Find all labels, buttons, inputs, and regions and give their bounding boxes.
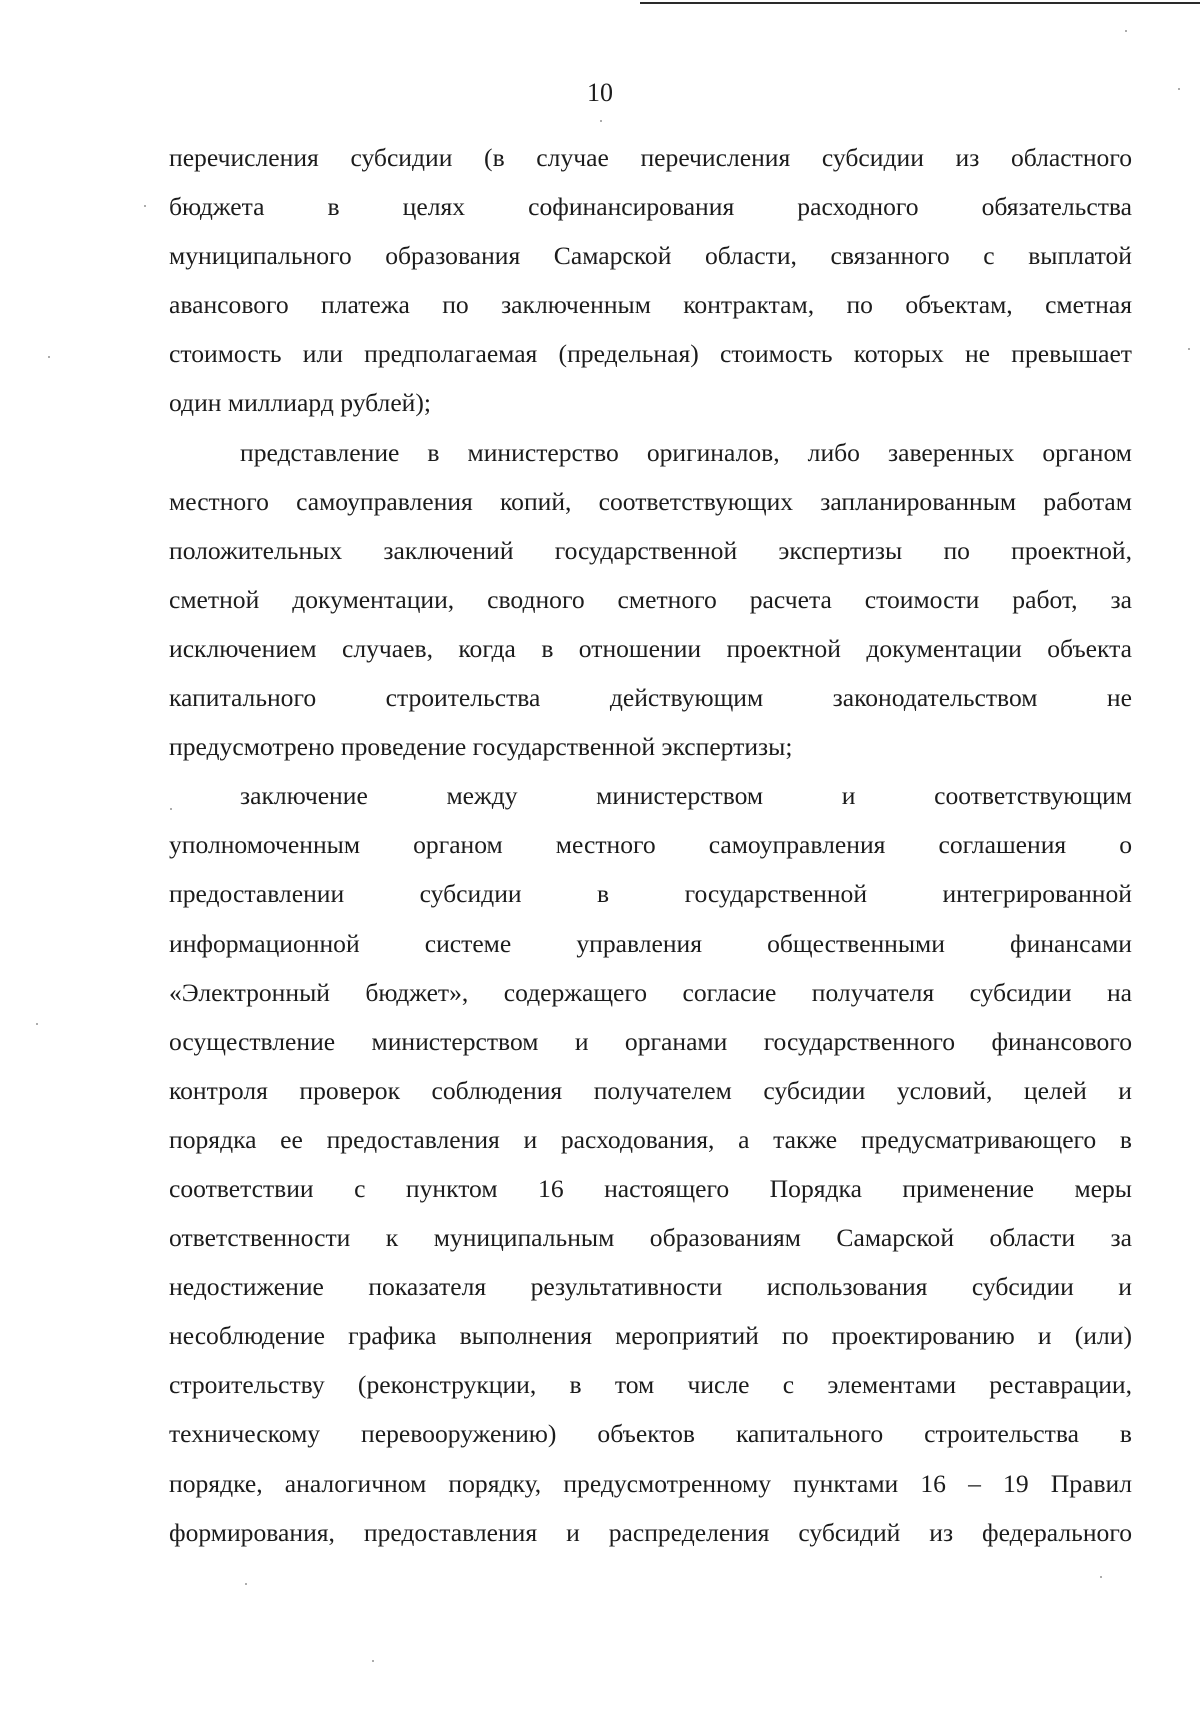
scan-speck (372, 1660, 374, 1662)
text-line: представление в министерство оригиналов, либо заверенных органом (240, 437, 1132, 467)
text-line: порядка ее предоставления и расходования, а также предусматривающего в (169, 1124, 1132, 1154)
text-line: несоблюдение графика выполнения мероприятий по проектированию и (или) (169, 1321, 1132, 1351)
text-line: предусмотрено проведение государственной экспертизы; (169, 732, 793, 762)
text-line: капитального строительства действующим законодательством не (169, 683, 1132, 713)
scan-speck (245, 1583, 247, 1585)
text-line: ответственности к муниципальным образованиям Самарской области за (169, 1223, 1132, 1253)
text-line: местного самоуправления копий, соответствующих запланированным работам (169, 486, 1132, 516)
scan-speck (144, 205, 146, 207)
text-line: недостижение показателя результативности использования субсидии и (169, 1272, 1132, 1302)
scan-speck (600, 120, 602, 122)
text-line: осуществление министерством и органами государственного финансового (169, 1026, 1132, 1056)
scan-speck (1188, 348, 1190, 350)
text-line: «Электронный бюджет», содержащего согласие получателя субсидии на (169, 977, 1132, 1007)
text-line: соответствии с пунктом 16 настоящего Порядка применение меры (169, 1173, 1132, 1203)
text-line: предоставлении субсидии в государственной интегрированной (169, 879, 1132, 909)
paragraph-agreement (169, 771, 1132, 1557)
text-line: один миллиард рублей); (169, 388, 432, 418)
text-line: строительству (реконструкции, в том числе с элементами реставрации, (169, 1370, 1132, 1400)
paragraph-submission (169, 428, 1132, 772)
page-number: 10 (587, 78, 613, 107)
text-line: авансового платежа по заключенным контрактам, по объектам, сметная (169, 290, 1132, 320)
text-line: исключением случаев, когда в отношении проектной документации объекта (169, 633, 1132, 663)
text-line: положительных заключений государственной экспертизы по проектной, (169, 535, 1132, 565)
scan-speck (48, 356, 50, 358)
text-line: порядке, аналогичном порядку, предусмотренному пунктами 16 – 19 Правил (169, 1468, 1132, 1498)
text-line: сметной документации, сводного сметного расчета стоимости работ, за (169, 584, 1132, 614)
scan-speck (1125, 30, 1127, 32)
top-edge-rule (640, 2, 1200, 4)
text-line: муниципального образования Самарской области, связанного с выплатой (169, 241, 1132, 271)
text-line: уполномоченным органом местного самоуправления соглашения о (169, 830, 1132, 860)
text-line: контроля проверок соблюдения получателем субсидии условий, целей и (169, 1075, 1132, 1105)
paragraph-continuation (169, 133, 1132, 428)
document-body (169, 133, 1132, 1557)
scan-speck (1178, 88, 1180, 90)
text-line: бюджета в целях софинансирования расходного обязательства (169, 192, 1132, 222)
scan-speck (36, 1023, 38, 1025)
text-line: заключение между министерством и соответствующим (240, 781, 1132, 811)
text-line: формирования, предоставления и распределения субсидий из федерального (169, 1517, 1132, 1547)
scan-speck (170, 808, 172, 810)
text-line: перечисления субсидии (в случае перечисления субсидии из областного (169, 143, 1132, 172)
text-line: техническому перевооружению) объектов капитального строительства в (169, 1419, 1132, 1449)
scan-speck (1100, 1576, 1102, 1578)
text-line: информационной системе управления общественными финансами (169, 928, 1132, 958)
text-line: стоимость или предполагаемая (предельная) стоимость которых не превышает (169, 339, 1132, 369)
